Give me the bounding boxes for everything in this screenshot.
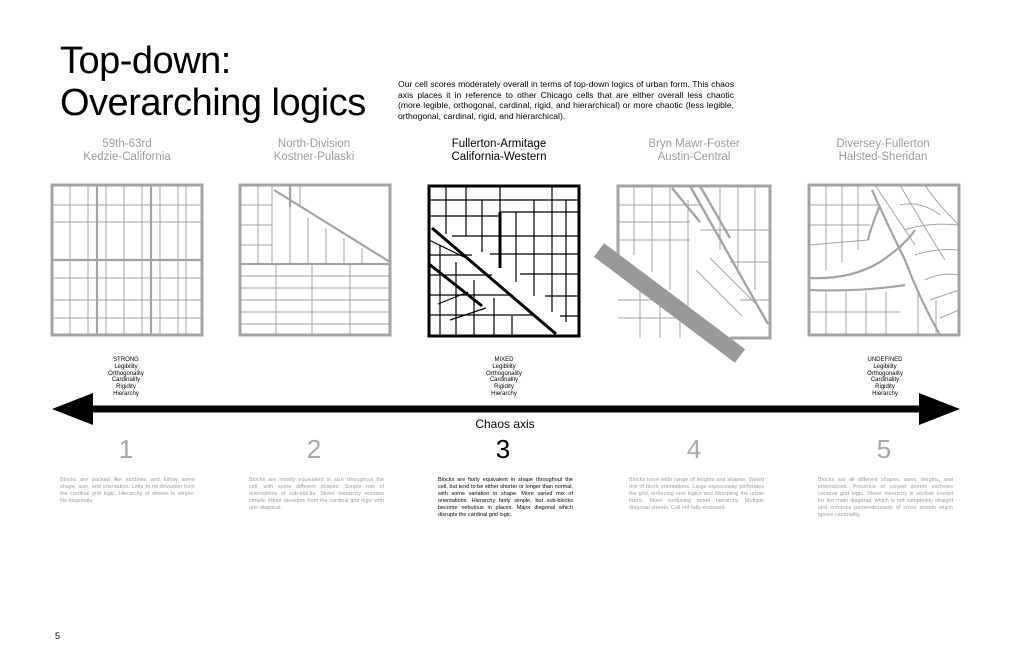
cell-1-number: 1	[118, 434, 134, 464]
title-line-1: Top-down:	[60, 40, 231, 82]
scale-strong-item: Legibility	[114, 363, 138, 370]
arrow-right-head	[919, 393, 960, 425]
cell-1-map	[52, 185, 202, 335]
scale-undefined-item: Rigidity	[875, 384, 895, 391]
cell-2-label-line1: North-Division	[277, 138, 351, 150]
scale-mixed-item: Rigidity	[494, 384, 514, 391]
cell-5-number: 5	[876, 434, 892, 464]
cell-5-label-line1: Diversey-Fullerton	[836, 138, 930, 150]
scale-strong-item: Orthogonality	[108, 370, 144, 377]
cell-3-map	[429, 186, 579, 336]
cell-2-description: Blocks are mostly equivalent in size throughout the cell, with some different shapes. Simple mix of orientations of sub-blocks. Street hierarchy remains simple. Minor deviation from the cardinal grid logic with one diagonal.	[249, 477, 384, 511]
cell-1-label-line2: Kedzie-California	[83, 151, 171, 163]
chaos-axis-label: Chaos axis	[475, 417, 535, 431]
cell-4-description: Blocks have wide range of lengths and shapes. Varied mix of block orientations. Large expressway perforates the grid, enforcing new logics and disrupting the urban fabric. More confusing street hierarchy. Multiple diagonal streets. Cell not fully enclosed.	[629, 477, 764, 511]
scale-undefined-item: Hierarchy	[872, 390, 898, 397]
scale-strong-item: Cardinality	[111, 377, 141, 384]
scale-mixed	[459, 357, 549, 398]
cell-4-map	[599, 186, 770, 356]
cell-3-label-line1: Fullerton-Armitage	[451, 138, 547, 150]
scale-mixed-item: Orthogonality	[486, 370, 522, 377]
cell-5-map	[809, 185, 959, 335]
title-line-2: Overarching logics	[60, 82, 366, 124]
scale-undefined-item: Cardinality	[870, 377, 900, 384]
cell-1-label-line1: 59th-63rd	[102, 138, 152, 150]
arrow-left-head	[52, 393, 93, 425]
cell-4-number: 4	[686, 434, 702, 464]
cell-2-map	[240, 185, 390, 335]
cell-1-description: Blocks are packed like sardines and follow same shape, size, and orientation. Little to no deviation from the cardinal grid logic. Hierarchy of streets is simple. No diagonals.	[60, 477, 195, 504]
cell-2-label-line2: Kostner-Pulaski	[273, 151, 355, 163]
cell-5-label-line2: Halsted-Sheridan	[838, 151, 928, 163]
cell-4-label-line2: Austin-Central	[657, 151, 731, 163]
cell-4-label-line1: Bryn Mawr-Foster	[648, 138, 740, 150]
scale-undefined	[840, 357, 930, 398]
cell-2-number: 2	[306, 434, 322, 464]
cell-3-number: 3	[495, 434, 511, 464]
cell-3-description: Blocks are fairly equivalent in shape throughout the cell, but tend to be either shorter or longer than normal, with some variation in shape. More varied mix of orientations. Hierarchy fairly simple, but sub-blocks become nebulous in places. Major diagonal which disrupts the cardinal grid logic.	[438, 477, 573, 518]
scale-strong-item: Rigidity	[116, 384, 136, 391]
scale-strong-head: STRONG	[113, 357, 139, 363]
scale-undefined-item: Legibility	[873, 363, 897, 370]
scale-strong	[81, 357, 171, 398]
scale-mixed-item: Cardinality	[489, 377, 519, 384]
scale-undefined-head: UNDEFINED	[867, 357, 903, 363]
scale-strong-item: Hierarchy	[113, 390, 139, 397]
scale-undefined-item: Orthogonality	[867, 370, 903, 377]
intro-paragraph: Our cell scores moderately overall in terms of top-down logics of urban form. This chaos axis places it in reference to other Chicago cells that are either overall less chaotic (more legible, orthogonal, cardinal, rigid, and hierarchical) or more chaotic (less legible, orthogonal, cardinal, rigid, and hierarchical).	[398, 79, 734, 121]
scale-mixed-item: Hierarchy	[491, 390, 517, 397]
scale-mixed-head: MIXED	[494, 357, 514, 363]
page-number: 5	[55, 631, 61, 641]
cell-5-description: Blocks are all different shapes, sizes, lengths, and orientations. Presence of curved streets eschews cardinal grid logic. Street hierarchy is unclear except for the main diagonal, which is not completely straight and enforces perpendicularity of cross streets which ignore cardinality.	[818, 477, 953, 518]
scale-mixed-item: Legibility	[492, 363, 516, 370]
cell-3-label-line2: California-Western	[451, 151, 547, 163]
